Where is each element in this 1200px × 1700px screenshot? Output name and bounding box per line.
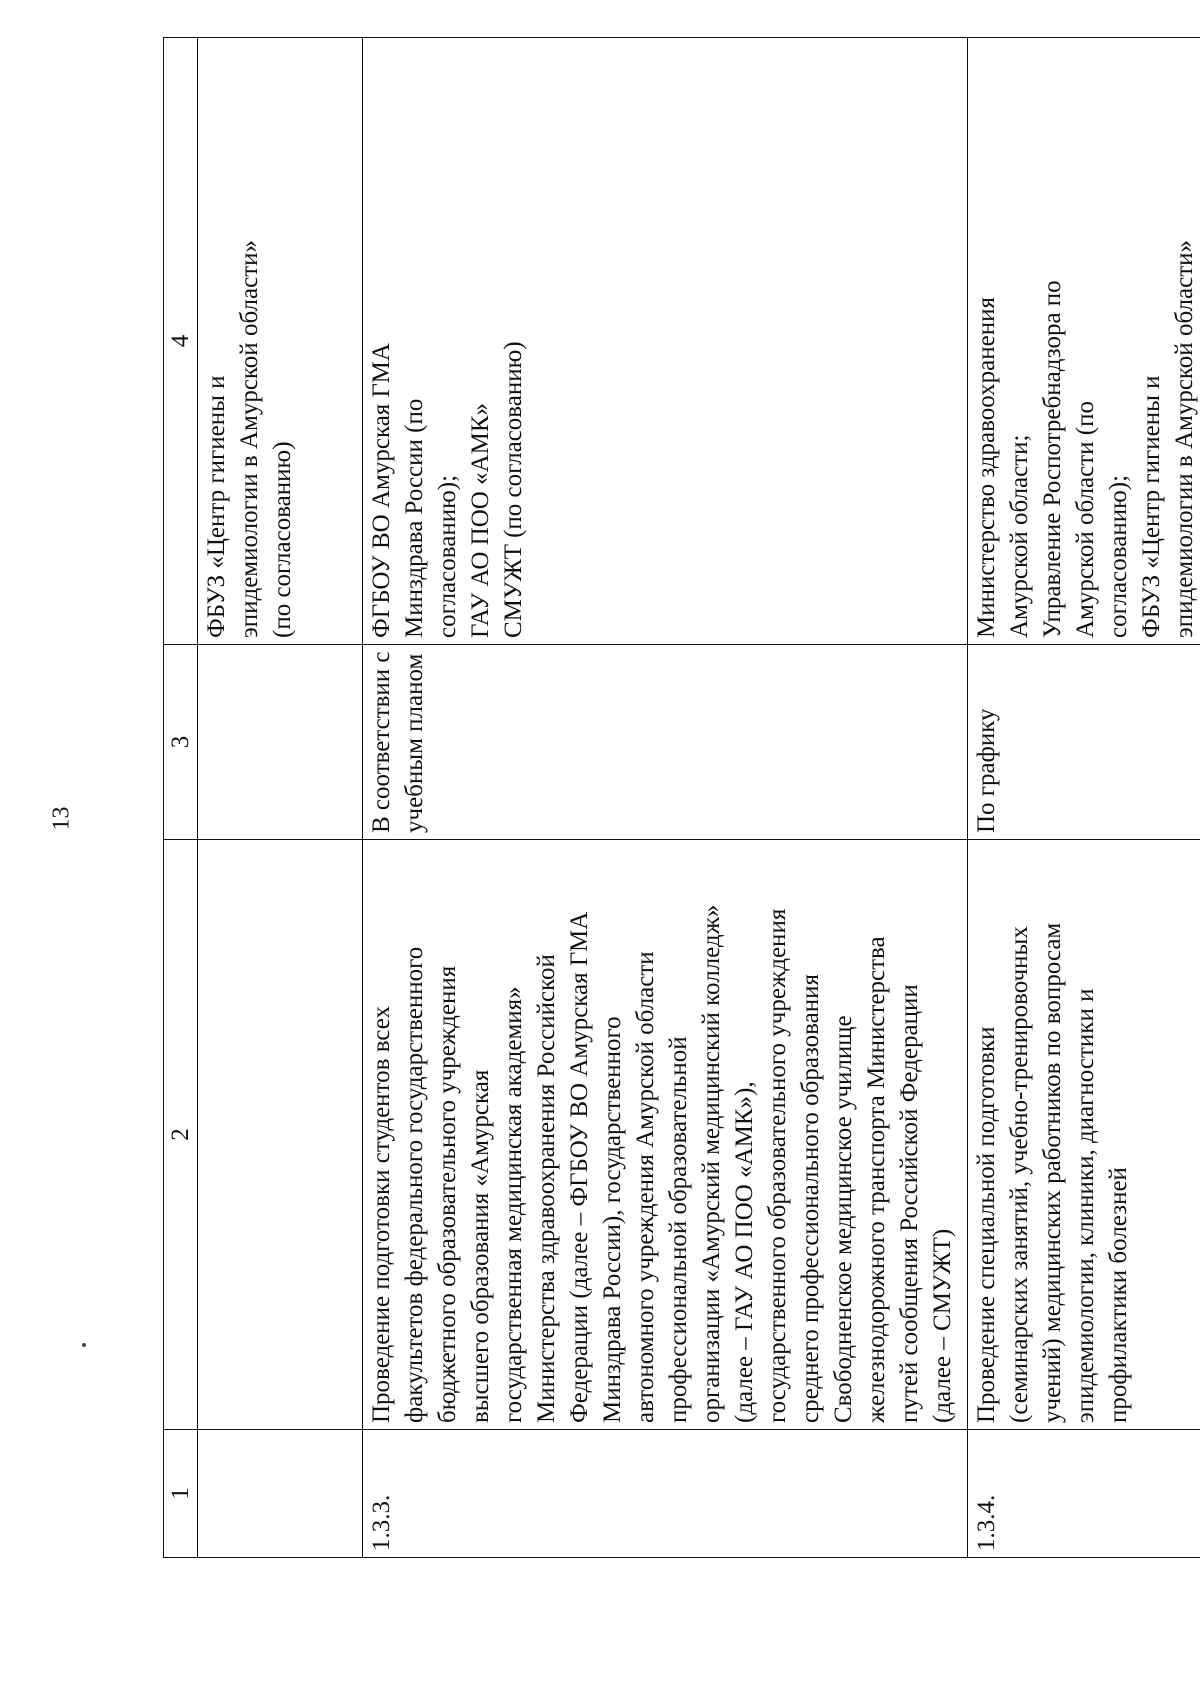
item-description (198, 840, 363, 1430)
col-header-2: 2 (164, 840, 198, 1430)
column-number-row (164, 38, 198, 1558)
table-row (968, 38, 1200, 1558)
item-timing (198, 645, 363, 840)
col-header-3: 3 (164, 645, 198, 840)
col-header-1: 1 (164, 1430, 198, 1558)
measures-table (163, 37, 1200, 1558)
item-number (198, 1430, 363, 1558)
table-row (198, 38, 363, 1558)
item-description: Проведение подготовки студентов всех факультетов федерального государственного бюджетного образовательного учреждения высшего образования «Амурская государственная медицинская академия» Министерства здравоохранения Российской Федерации (далее – ФГБОУ ВО Амурская ГМА Минздрава России), государственного автономного учреждения Амурской области профессиональной образовательной организации «Амурский медицинский колледж» (далее – ГАУ АО ПОО «АМК»), государственного образовательного учреждения среднего профессионального образования Свободненское медицинское училище железнодорожного транспорта Министерства путей сообщения Российской Федерации (далее – СМУЖТ) (363, 840, 968, 1430)
item-number: 1.3.3. (363, 1430, 968, 1558)
scan-dot (82, 1343, 86, 1347)
item-description: Проведение специальной подготовки (семинарских занятий, учебно-тренировочных учений) медицинских работников по вопросам эпидемиологии, клиники, диагностики и профилактики болезней (968, 840, 1200, 1430)
item-responsible: ФБУЗ «Центр гигиены и эпидемиологии в Амурской области» (по согласованию) (198, 38, 363, 645)
item-responsible: Министерство здравоохранения Амурской области; Управление Роспотребнадзора по Амурской области (по согласованию); ФБУЗ «Центр гигиены и эпидемиологии в Амурской области» (968, 38, 1200, 645)
table-row (363, 38, 968, 1558)
item-number: 1.3.4. (968, 1430, 1200, 1558)
item-timing: В соответствии с учебным планом (363, 645, 968, 840)
item-timing: По графику (968, 645, 1200, 840)
col-header-4: 4 (164, 38, 198, 645)
page-number: 13 (48, 806, 75, 831)
rotated-page-content (163, 38, 1198, 1558)
item-responsible: ФГБОУ ВО Амурская ГМА Минздрава России (по согласованию); ГАУ АО ПОО «АМК» СМУЖТ (по согласованию) (363, 38, 968, 645)
